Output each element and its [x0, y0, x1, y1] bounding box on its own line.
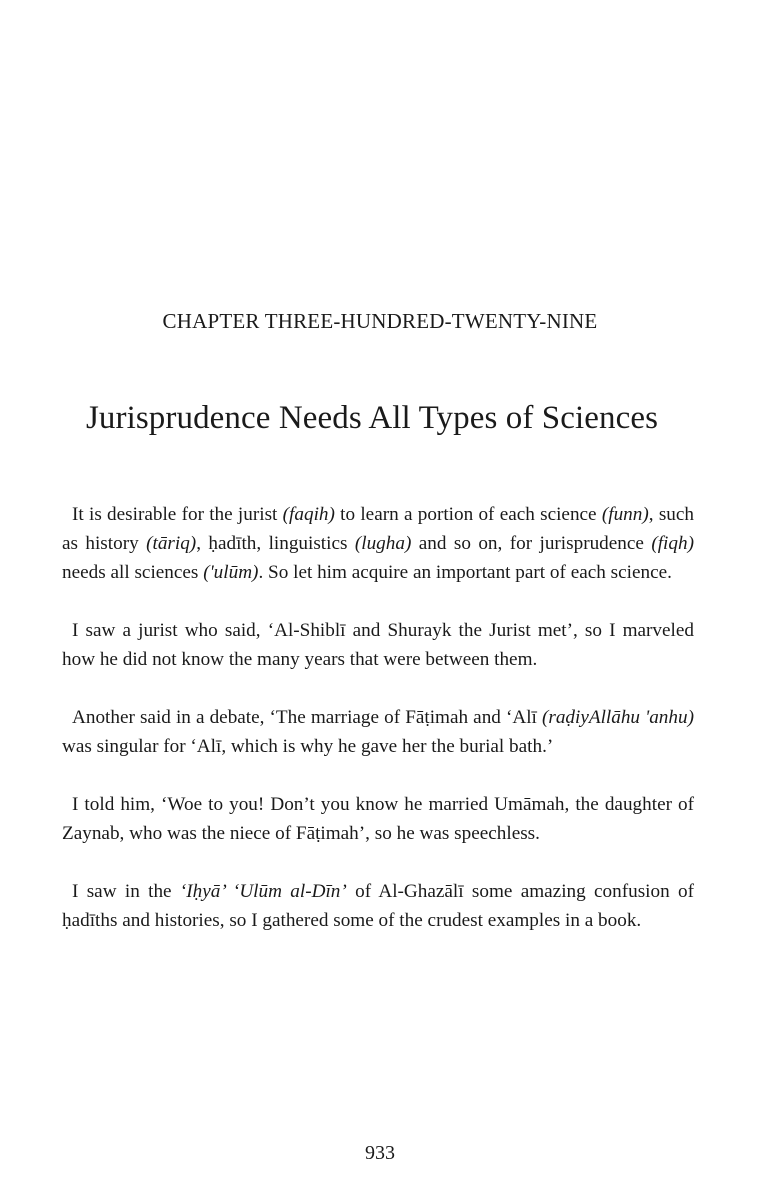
- text-run: I saw in the: [72, 881, 180, 902]
- paragraph: [62, 616, 694, 674]
- chapter-title: Jurisprudence Needs All Types of Sciences: [85, 400, 659, 436]
- text-run: and so on, for jurisprudence: [411, 533, 652, 554]
- paragraph: [62, 703, 694, 761]
- italic-term: ‘Iḥyā’ ‘Ulūm al-Dīn’: [179, 881, 347, 902]
- text-run: It is desirable for the jurist: [72, 504, 283, 525]
- text-run: I saw a jurist who said, ‘Al-Shiblī and Shurayk the Jurist met’, so I marveled how he did not know the many years that were between them.: [62, 620, 694, 670]
- italic-term: (fiqh): [651, 533, 694, 554]
- text-run: to learn a portion of each science: [334, 504, 602, 525]
- page-number: 933: [365, 1142, 395, 1164]
- text-run: Another said in a debate, ‘The marriage of Fāṭimah and ‘Alī: [72, 707, 542, 728]
- text-run: . So let him acquire an important part of each science.: [258, 562, 672, 583]
- body-text: [62, 500, 694, 964]
- italic-term: (funn): [601, 504, 649, 525]
- paragraph: [62, 500, 694, 587]
- text-run: , such as history: [62, 504, 695, 554]
- italic-term: (raḍiyAllāhu 'anhu): [541, 707, 694, 728]
- text-run: I told him, ‘Woe to you! Don’t you know he married Umāmah, the daughter of Zaynab, who was the niece of Fāṭimah’, so he was speechless.: [62, 794, 694, 844]
- paragraph: [62, 877, 694, 935]
- italic-term: ('ulūm): [203, 562, 259, 583]
- text-run: needs all sciences: [62, 562, 204, 583]
- paragraph: [62, 790, 694, 848]
- text-run: of Al-Ghazālī some amazing confusion of ḥadīths and histories, so I gathered some of the crudest examples in a book.: [62, 881, 694, 931]
- text-run: , ḥadīth, linguistics: [196, 533, 355, 554]
- italic-term: (lugha): [354, 533, 412, 554]
- italic-term: (tāriq): [146, 533, 197, 554]
- text-run: was singular for ‘Alī, which is why he gave her the burial bath.’: [62, 736, 554, 757]
- italic-term: (faqih): [282, 504, 335, 525]
- chapter-label: CHAPTER THREE-HUNDRED-TWENTY-NINE: [162, 309, 598, 333]
